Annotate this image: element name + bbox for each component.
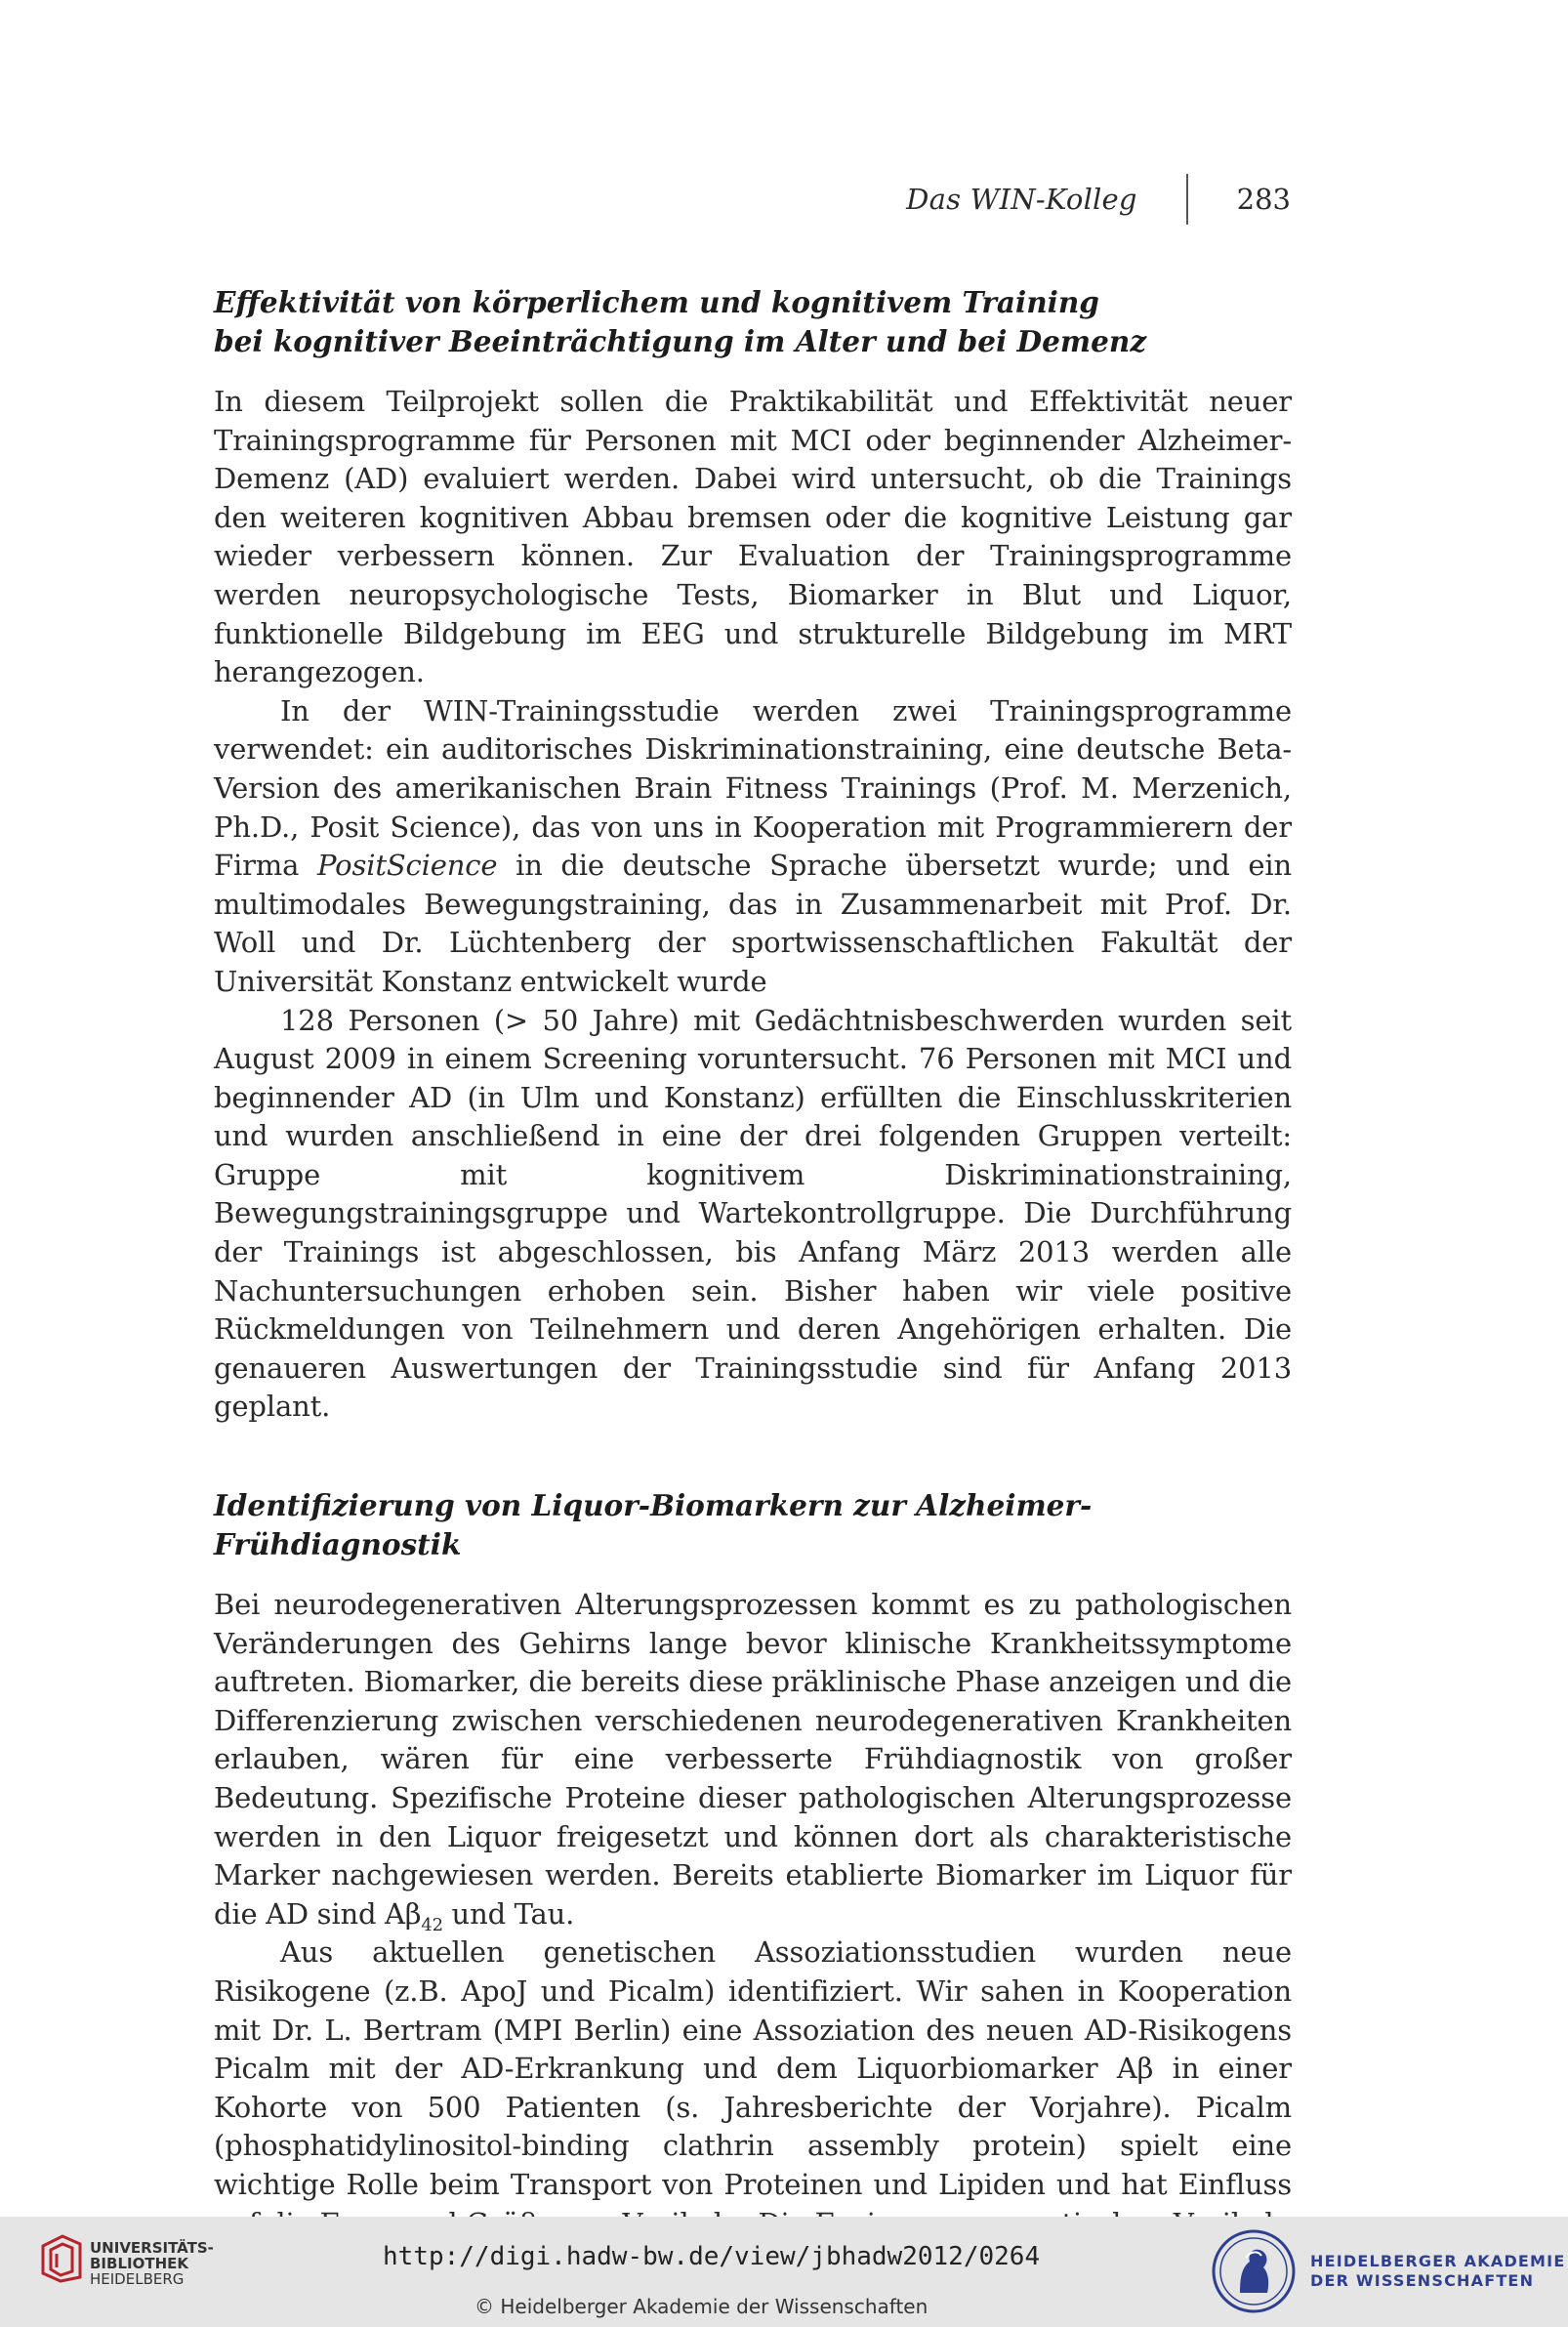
paragraph: Aus aktuellen genetischen Assoziationsstudien wurden neue Risikogene (z.B. ApoJ und Picalm) identifiziert. Wir sahen in Kooperation mit Dr. L. Bertram (MPI Berlin) eine Assoziation des neuen AD-Risikogens Picalm mit der AD-Erkrankung und dem Liquorbiomarker Aβ in einer Kohorte von 500 Patienten (s. Jahresberichte der Vorjahre). Picalm (phosphatidylinositol-binding clathrin assembly protein) spielt eine wichtige Rolle beim Transport von Proteinen und Lipiden und hat Einfluss: [214, 1935, 1292, 2201]
paragraph-text: Bei neurodegenerativen Alterungsprozessen kommt es zu pathologischen Veränderungen des Gehirns lange bevor klinische Krankheitssymptome auftreten. Biomarker, die bereits diese präklinische Phase anzeigen und die Differenzierung zwischen verschiedenen neurodegenerativen Krankheiten erlauben, wären für eine verbesserte Frühdiagnostik von großer Bedeutung. Spezifische Proteine dieser pathologischen Alterungsprozesse werden in den Liquor freigesetzt und können dort als charakteristische Marker nachgewiesen werden. Bereits etablierte Biomarker im Liquor für die AD sind Aβ: [214, 1588, 1292, 1931]
paragraph: In diesem Teilprojekt sollen die Praktikabilität und Effektivität neuer Trainingsprogramme für Personen mit MCI oder beginnender Alzheimer-Demenz (AD) evaluiert werden. Dabei wird untersucht, ob die Trainings den weiteren kognitiven Abbau bremsen oder die kognitive Leistung gar wieder verbessern können. Zur Evaluation der Trainingsprogramme werden neuropsychologische Tests, Biomarker in Blut und Liquor, funktionelle Bildgebung im EEG und strukturelle Bildgebung im MRT herangezogen.: [214, 385, 1292, 689]
heading-line-1: Effektivität von körperlichem und kognitivem Training: [214, 285, 1099, 319]
paragraph: [214, 1586, 1292, 1933]
running-header: [906, 172, 1291, 227]
paragraph-text: und Tau.: [442, 1896, 575, 1931]
company-name: PositScience: [316, 849, 498, 883]
subscript: 42: [421, 1914, 443, 1935]
academy-seal-icon[interactable]: [1211, 2228, 1297, 2314]
paragraph: 128 Personen (> 50 Jahre) mit Gedächtnisbeschwerden wurden seit August 2009 in einem Screening voruntersucht. 76 Personen mit MCI und beginnender AD (in Ulm und Konstanz) erfüllten die Einschlusskriterien und wurden anschließend in eine der drei folgenden Gruppen verteilt: Gruppe mit kognitivem Diskriminationstraining, Bewegungstrainingsgruppe und Wartekontrollgruppe. Die Durchführung der Trainings ist abgeschlossen, bis Anfang März 2013 werden alle Nachuntersuchungen erhoben sein. Bisher haben wir viele positive Rückmeldungen von Teilnehmern und deren Angehörigen erhalten. Die genaueren Auswertungen der Trainingsstudie sind für Anfang 2013 geplant.: [214, 1003, 1292, 1424]
academy-wordmark[interactable]: HEIDELBERGER AKADEMIE DER WISSENSCHAFTEN: [1310, 2252, 1566, 2290]
section-gap: [214, 1427, 1292, 1486]
ub-heidelberg-logo-icon[interactable]: [37, 2230, 86, 2283]
header-divider: [1186, 174, 1188, 225]
paragraph: [214, 692, 1292, 1002]
permalink-url[interactable]: http://digi.hadw-bw.de/view/jbhadw2012/0264: [383, 2242, 1041, 2271]
running-title: Das WIN-Kolleg: [906, 183, 1137, 216]
copyright-notice: © Heidelberger Akademie der Wissenschaften: [475, 2295, 928, 2318]
paragraph-text: In der WIN-Trainingsstudie werden zwei Trainingsprogramme verwendet: ein auditorisches Diskriminationstraining, eine deutsche Beta-Version des amerikanischen Brain Fitness Trainings (Prof. M. Merzenich, Ph.D., Posit Science), das von uns in Kooperation mit Programmierern der Firma: [214, 693, 1292, 883]
section-heading-biomarker: Identifizierung von Liquor-Biomarkern zur Alzheimer-Frühdiagnostik: [214, 1488, 1093, 1562]
heading-line-2: bei kognitiver Beeinträchtigung im Alter und bei Demenz: [214, 324, 1147, 358]
main-content: [214, 283, 1292, 2282]
footer-bar: [0, 2217, 1568, 2327]
page-number: 283: [1236, 183, 1291, 216]
paragraph-text: in die deutsche Sprache übersetzt wurde; und ein multimodales Bewegungstraining, das in Zusammenarbeit mit Prof. Dr. Woll und Dr. Lüchtenberg der sportwissenschaftlichen Fakultät der Universität Konstanz entwickelt wurde: [214, 849, 1292, 998]
section-heading-training: [214, 283, 1292, 361]
ub-heidelberg-wordmark[interactable]: UNIVERSITÄTS- BIBLIOTHEK HEIDELBERG: [90, 2239, 214, 2288]
